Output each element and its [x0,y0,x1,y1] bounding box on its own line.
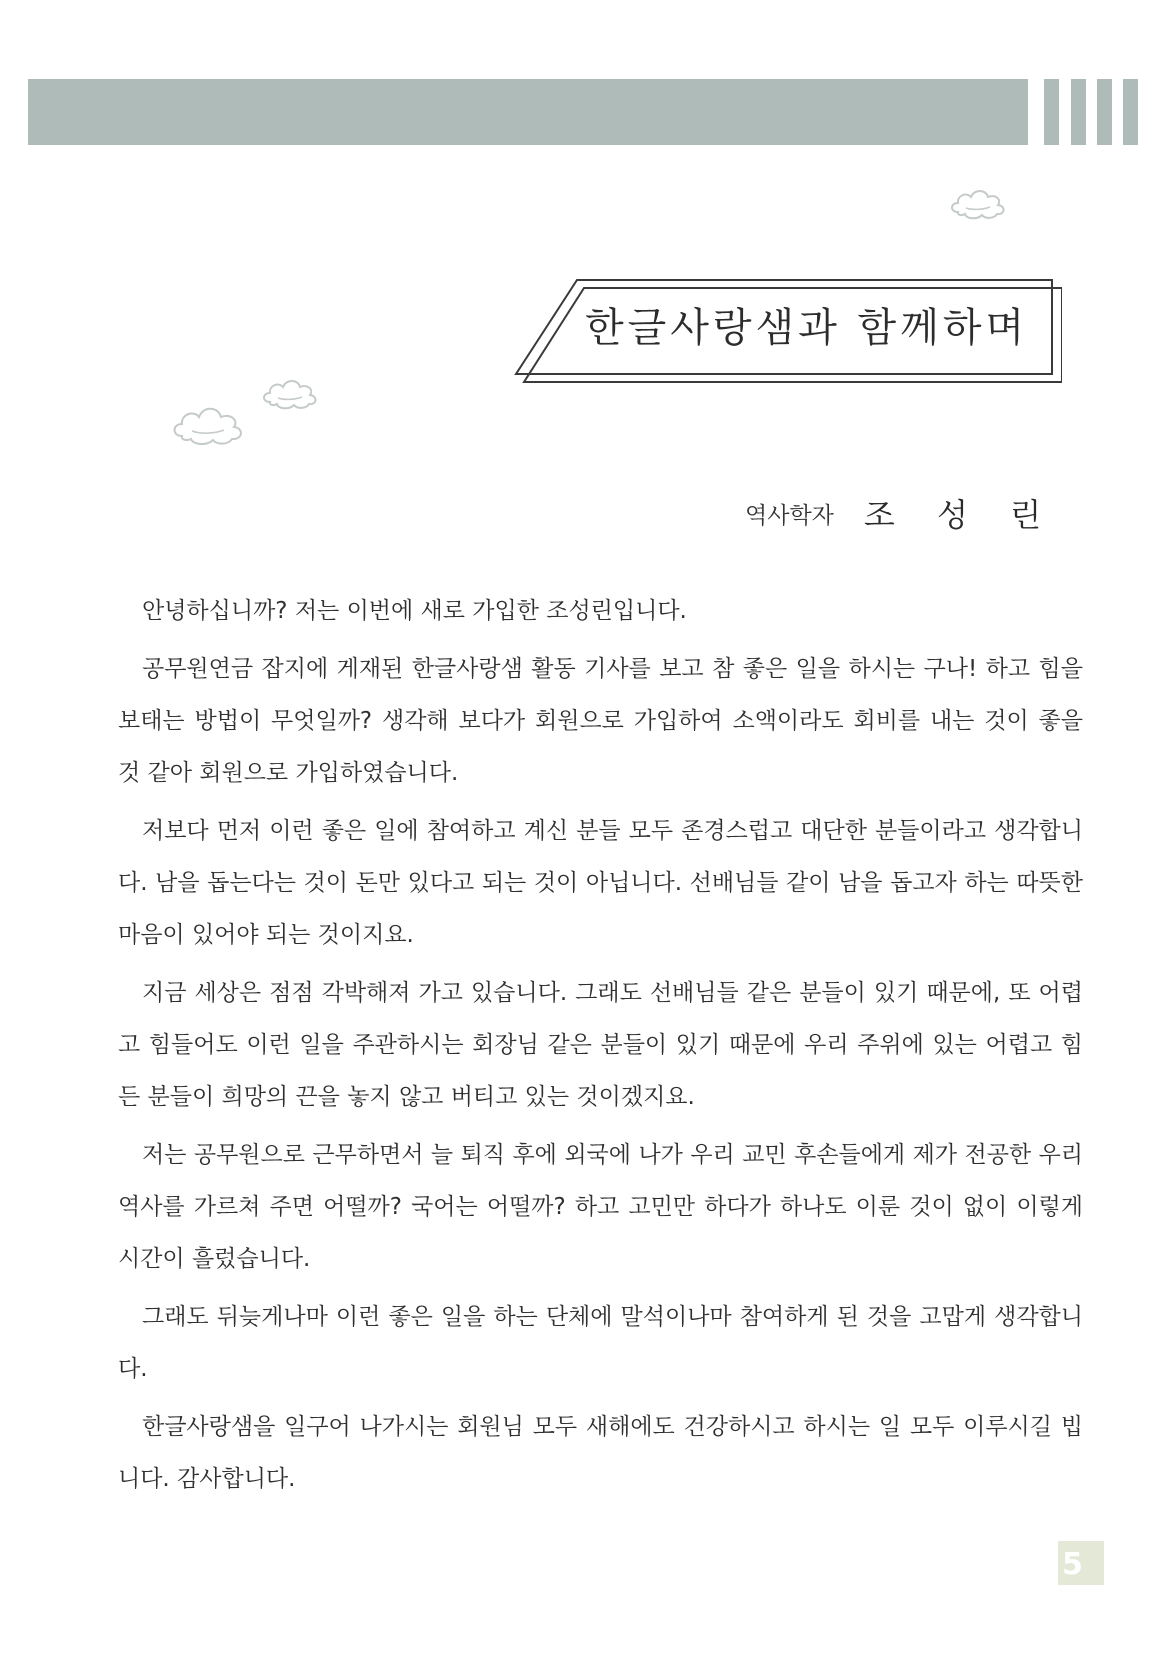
article-title: 한글사랑샘과 함께하며 [585,305,1029,351]
paragraph: 지금 세상은 점점 각박해져 가고 있습니다. 그래도 선배님들 같은 분들이 있기 때문에, 또 어렵고 힘들어도 이런 일을 주관하시는 회장님 같은 분들이 있기 때문에 우리 주위에 있는 어렵고 힘든 분들이 희망의 끈을 놓지 않고 버티고 있는 것이겠지요. [118,980,1083,1110]
paragraph: 그래도 뒤늦게나마 이런 좋은 일을 하는 단체에 말석이나마 참여하게 된 것을 고맙게 생각합니다. [118,1304,1083,1382]
author-name: 조 성 린 [863,496,1057,534]
page-number: 5 [1058,1541,1104,1585]
cloud-icon [170,400,248,448]
cloud-icon [948,186,1010,222]
header-band [28,79,1028,145]
header-stripe [1071,79,1086,145]
header-stripe [1097,79,1112,145]
paragraph: 안녕하십니까? 저는 이번에 새로 가입한 조성린입니다. [142,598,687,624]
cloud-icon [260,374,322,412]
paragraph: 저는 공무원으로 근무하면서 늘 퇴직 후에 외국에 나가 우리 교민 후손들에게 제가 전공한 우리 역사를 가르쳐 주면 어떨까? 국어는 어떨까? 하고 고민만 하다가 하나도 이룬 것이 없이 이렇게 시간이 흘렀습니다. [118,1142,1083,1272]
byline [745,490,1057,536]
article-body [118,585,1083,1511]
header-stripe [1123,79,1138,145]
paragraph: 한글사랑샘을 일구어 나가시는 회원님 모두 새해에도 건강하시고 하시는 일 모두 이루시길 빕니다. 감사합니다. [118,1414,1083,1492]
paragraph: 공무원연금 잡지에 게재된 한글사랑샘 활동 기사를 보고 참 좋은 일을 하시는 구나! 하고 힘을 보태는 방법이 무엇일까? 생각해 보다가 회원으로 가입하여 소액이라도 회비를 내는 것이 좋을 것 같아 회원으로 가입하였습니다. [118,656,1083,786]
author-role: 역사학자 [745,502,834,529]
paragraph: 저보다 먼저 이런 좋은 일에 참여하고 계신 분들 모두 존경스럽고 대단한 분들이라고 생각합니다. 남을 돕는다는 것이 돈만 있다고 되는 것이 아닙니다. 선배님들 같이 남을 돕고자 하는 따뜻한 마음이 있어야 되는 것이지요. [118,818,1083,948]
header-stripe [1044,79,1059,145]
